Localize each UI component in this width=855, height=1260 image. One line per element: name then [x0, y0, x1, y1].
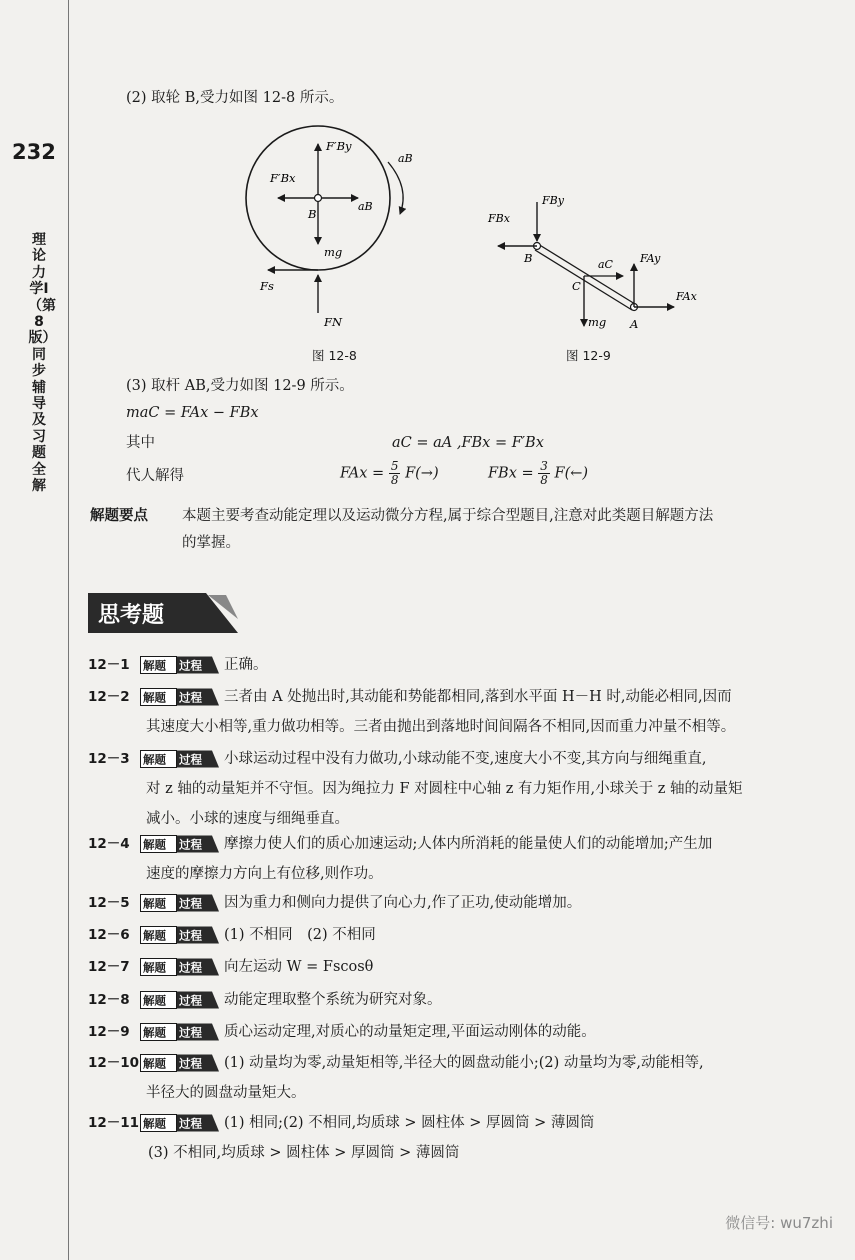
fax-lhs: FAx =	[340, 465, 385, 482]
label-fbx: FBx	[488, 212, 510, 225]
label-fs: Fs	[260, 279, 274, 293]
fax-rhs: F(→)	[405, 465, 439, 482]
figure-12-8-caption: 图 12-8	[312, 348, 357, 363]
label-ab-arc: aB	[398, 152, 413, 165]
solution-process-badge	[140, 688, 220, 706]
question-number: 12－3	[88, 751, 130, 767]
badge-part-1: 解题	[143, 752, 166, 767]
badge-part-1: 解题	[143, 928, 166, 943]
badge-part-2: 过程	[179, 1116, 202, 1131]
question-number: 12－10	[88, 1055, 140, 1071]
book-title-vertical: 理论力学Ⅰ（第8版）同步辅导及习题全解	[28, 232, 56, 495]
badge-part-2: 过程	[179, 960, 202, 975]
badge-part-2: 过程	[179, 928, 202, 943]
question-number: 12－9	[88, 1024, 130, 1040]
fbx-rhs: F(←)	[554, 465, 589, 482]
fax-result	[340, 460, 439, 487]
watermark: 微信号: wu7zhi	[725, 1214, 833, 1232]
key-points-label: 解题要点	[90, 508, 148, 524]
question-row	[88, 890, 581, 916]
question-row	[88, 954, 373, 980]
label-b: B	[308, 207, 317, 221]
section-title: 思考题	[98, 603, 165, 628]
question-row	[88, 831, 712, 857]
question-number: 12－4	[88, 836, 130, 852]
question-answer-line: 质心运动定理,对质心的动量矩定理,平面运动刚体的动能。	[224, 1024, 596, 1040]
question-answer-line: 动能定理取整个系统为研究对象。	[224, 992, 442, 1008]
badge-part-2: 过程	[179, 1025, 202, 1040]
solution-process-badge	[140, 1023, 220, 1041]
badge-part-1: 解题	[143, 837, 166, 852]
label-a: A	[630, 317, 639, 331]
label-ab: aB	[358, 200, 373, 213]
badge-part-1: 解题	[143, 960, 166, 975]
fbx-fraction: $\frac{3}{8}$	[540, 459, 548, 487]
label-c: C	[572, 279, 581, 293]
figure-12-9-caption: 图 12-9	[566, 348, 611, 363]
figure-12-8	[240, 118, 430, 338]
badge-part-1: 解题	[143, 1056, 166, 1071]
margin-rule	[68, 0, 69, 1260]
badge-part-1: 解题	[143, 690, 166, 705]
badge-part-2: 过程	[179, 896, 202, 911]
question-answer-line: 半径大的圆盘动量矩大。	[146, 1085, 306, 1101]
question-number: 12－6	[88, 927, 130, 943]
key-points-line-2: 的掌握。	[182, 535, 240, 551]
section-banner	[88, 593, 238, 633]
question-row	[88, 922, 376, 948]
question-row	[88, 987, 442, 1013]
question-answer-line: 对 z 轴的动量矩并不守恒。因为绳拉力 F 对圆柱中心轴 z 有力矩作用,小球关于 z 轴的动量矩	[146, 781, 743, 797]
question-row	[88, 1019, 596, 1045]
question-row	[88, 684, 732, 710]
figure-12-9	[480, 192, 710, 342]
badge-part-1: 解题	[143, 896, 166, 911]
badge-part-2: 过程	[179, 658, 202, 673]
question-answer-line: 因为重力和侧向力提供了向心力,作了正功,使动能增加。	[224, 895, 582, 911]
badge-part-2: 过程	[179, 1056, 202, 1071]
solution-process-badge	[140, 991, 220, 1009]
question-number: 12－5	[88, 895, 130, 911]
step-2-text: (2) 取轮 B,受力如图 12-8 所示。	[126, 90, 344, 106]
question-number: 12－1	[88, 657, 130, 673]
badge-part-2: 过程	[179, 752, 202, 767]
question-answer-line: (1) 相同;(2) 不相同,均质球 > 圆柱体 > 厚圆筒 > 薄圆筒	[224, 1115, 595, 1131]
where-equation: aC = aA ,FBx = F′Bx	[392, 435, 544, 451]
question-answer-line: (1) 动量均为零,动量矩相等,半径大的圆盘动能小;(2) 动量均为零,动能相等,	[224, 1055, 704, 1071]
label-fax: FAx	[676, 290, 697, 303]
key-points-line-1: 本题主要考查动能定理以及运动微分方程,属于综合型题目,注意对此类题目解题方法	[182, 508, 714, 524]
solve-label: 代人解得	[126, 468, 184, 484]
question-answer-line: 摩擦力使人们的质心加速运动;人体内所消耗的能量使人们的动能增加;产生加	[224, 836, 713, 852]
question-answer-line: 减小。小球的速度与细绳垂直。	[146, 811, 349, 827]
question-answer-line: 速度的摩擦力方向上有位移,则作功。	[146, 866, 383, 882]
question-answer-line: (1) 不相同 (2) 不相同	[224, 927, 376, 943]
question-answer-line: (3) 不相同,均质球 > 圆柱体 > 厚圆筒 > 薄圆筒	[148, 1145, 460, 1161]
question-number: 12－2	[88, 689, 130, 705]
question-answer-line: 正确。	[224, 657, 268, 673]
question-answer-line: 向左运动 W = Fscosθ	[224, 959, 374, 975]
fbx-lhs: FBx =	[488, 465, 534, 482]
question-number: 12－11	[88, 1115, 140, 1131]
solution-process-badge	[140, 656, 220, 674]
label-fay: FAy	[640, 252, 661, 265]
label-b: B	[524, 251, 533, 265]
label-ac: aC	[598, 258, 613, 271]
step-3-text: (3) 取杆 AB,受力如图 12-9 所示。	[126, 378, 354, 394]
question-row	[88, 1050, 704, 1076]
label-fn: FN	[324, 315, 343, 329]
badge-part-1: 解题	[143, 1116, 166, 1131]
badge-part-1: 解题	[143, 993, 166, 1008]
question-answer-line: 其速度大小相等,重力做功相等。三者由抛出到落地时间间隔各不相同,因而重力冲量不相等。	[146, 719, 736, 735]
fax-fraction: $\frac{5}{8}$	[390, 459, 399, 487]
fbx-result	[488, 460, 588, 487]
page-number: 232	[12, 140, 56, 164]
question-number: 12－7	[88, 959, 130, 975]
question-row	[88, 746, 706, 772]
solution-process-badge	[140, 1054, 220, 1072]
badge-part-1: 解题	[143, 1025, 166, 1040]
solution-process-badge	[140, 1114, 220, 1132]
badge-part-1: 解题	[143, 658, 166, 673]
label-mg: mg	[588, 315, 607, 329]
label-fbx-prime: F′Bx	[270, 171, 296, 185]
badge-part-2: 过程	[179, 993, 202, 1008]
label-fby: FBy	[542, 194, 564, 207]
badge-part-2: 过程	[179, 690, 202, 705]
equation-1: maC = FAx − FBx	[126, 405, 259, 421]
question-answer-line: 小球运动过程中没有力做功,小球动能不变,速度大小不变,其方向与细绳重直,	[224, 751, 707, 767]
question-row	[88, 1110, 594, 1136]
label-fby-prime: F′By	[326, 139, 352, 153]
solution-process-badge	[140, 894, 220, 912]
label-mg: mg	[324, 245, 343, 259]
where-label: 其中	[126, 435, 155, 451]
solution-process-badge	[140, 750, 220, 768]
solution-process-badge	[140, 926, 220, 944]
question-row	[88, 652, 268, 678]
badge-part-2: 过程	[179, 837, 202, 852]
question-number: 12－8	[88, 992, 130, 1008]
solution-process-badge	[140, 958, 220, 976]
question-answer-line: 三者由 A 处抛出时,其动能和势能都相同,落到水平面 H－H 时,动能必相同,因而	[224, 689, 732, 705]
solution-process-badge	[140, 835, 220, 853]
